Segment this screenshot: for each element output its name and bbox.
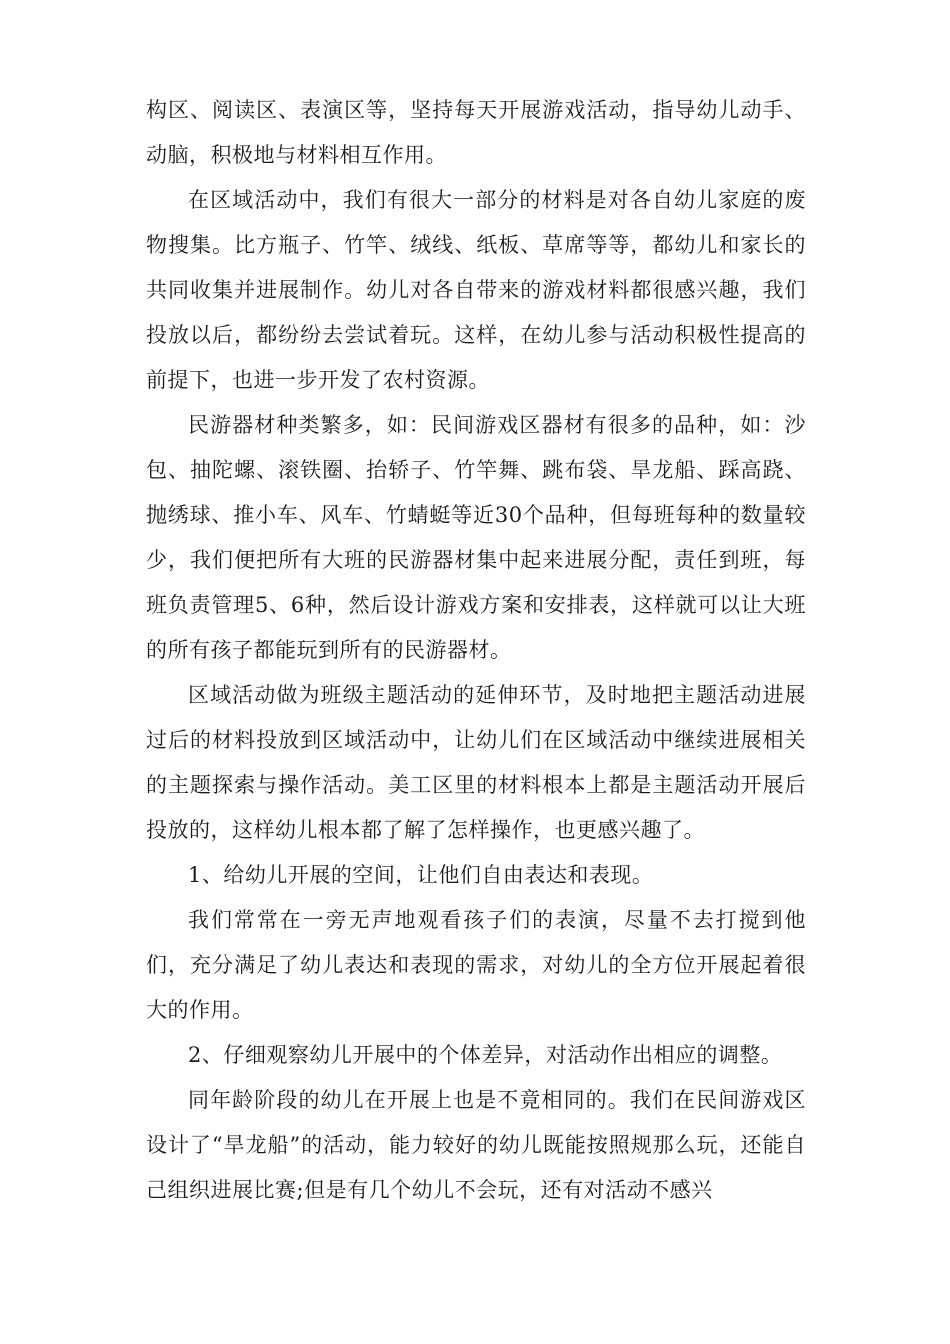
- paragraph-continuation: 构区、阅读区、表演区等，坚持每天开展游戏活动，指导幼儿动手、动脑，积极地与材料相互作用。: [146, 98, 806, 167]
- paragraph-heading-2: 2、仔细观察幼儿开展中的个体差异，对活动作出相应的调整。: [188, 1043, 783, 1067]
- document-body: [146, 88, 806, 1213]
- paragraph-folk-equipment: 民游器材种类繁多，如：民间游戏区器材有很多的品种，如：沙包、抽陀螺、滚铁圈、抬轿子、竹竿舞、跳布袋、旱龙船、踩高跷、抛绣球、推小车、风车、竹蜻蜓等近30个品种，但每班每种的数量较少，我们便把所有大班的民游器材集中起来进展分配，责任到班，每班负责管理5、6种，然后设计游戏方案和安排表，这样就可以让大班的所有孩子都能玩到所有的民游器材。: [146, 413, 806, 662]
- paragraph-observation: 我们常常在一旁无声地观看孩子们的表演，尽量不去打搅到他们，充分满足了幼儿表达和表现的需求，对幼儿的全方位开展起着很大的作用。: [146, 908, 806, 1022]
- paragraph-material-collection: 在区域活动中，我们有很大一部分的材料是对各自幼儿家庭的废物搜集。比方瓶子、竹竿、绒线、纸板、草席等等，都幼儿和家长的共同收集并进展制作。幼儿对各自带来的游戏材料都很感兴趣，我们投放以后，都纷纷去尝试着玩。这样，在幼儿参与活动积极性提高的前提下，也进一步开发了农村资源。: [146, 188, 806, 392]
- paragraph-theme-extension: 区域活动做为班级主题活动的延伸环节，及时地把主题活动进展过后的材料投放到区域活动中，让幼儿们在区域活动中继续进展相关的主题探索与操作活动。美工区里的材料根本上都是主题活动开展后投放的，这样幼儿根本都了解了怎样操作，也更感兴趣了。: [146, 683, 806, 842]
- paragraph-individual-differences: 同年龄阶段的幼儿在开展上也是不竟相同的。我们在民间游戏区设计了“旱龙船”的活动，能力较好的幼儿既能按照规那么玩，还能自己组织进展比赛;但是有几个幼儿不会玩，还有对活动不感兴: [146, 1088, 806, 1202]
- paragraph-heading-1: 1、给幼儿开展的空间，让他们自由表达和表现。: [188, 863, 654, 887]
